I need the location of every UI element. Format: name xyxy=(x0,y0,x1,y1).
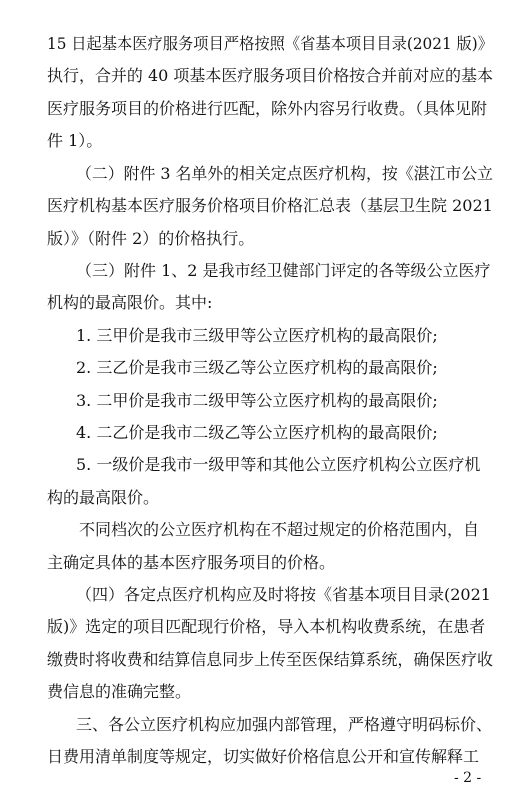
line-text: 机构的最高限价。其中: xyxy=(47,293,213,313)
line-text: 执行，合并的 40 项基本医疗服务项目价格按合并前对应的基本 xyxy=(47,66,494,86)
line-text: 1. 三甲价是我市三级甲等公立医疗机构的最高限价; xyxy=(76,325,438,345)
line-text: 医疗服务项目的价格进行匹配，除外内容另行收费。（具体见附 xyxy=(47,98,488,118)
page-number: - 2 - xyxy=(454,770,482,786)
line-text: 15 日起基本医疗服务项目严格按照《省基本项目目录(2021 版)》 xyxy=(47,34,493,53)
line-text: 2. 三乙价是我市三级乙等公立医疗机构的最高限价; xyxy=(76,358,438,378)
text-line xyxy=(0,580,511,610)
text-line xyxy=(0,515,511,545)
line-text: 件 1）。 xyxy=(47,131,103,151)
text-line xyxy=(0,353,511,383)
text-line xyxy=(0,742,511,772)
text-line xyxy=(0,159,511,189)
text-line xyxy=(0,645,511,675)
line-text: 主确定具体的基本医疗服务项目的价格。 xyxy=(47,552,336,572)
line-text: 不同档次的公立医疗机构在不超过规定的价格范围内，自 xyxy=(79,520,480,540)
line-text: 版)》选定的项目匹配现行价格，导入本机构收费系统，在患者 xyxy=(47,617,486,637)
text-line xyxy=(0,191,511,221)
text-line xyxy=(0,450,511,480)
line-text: 缴费时将收费和结算信息同步上传至医保结算系统，确保医疗收 xyxy=(47,649,493,669)
text-line xyxy=(0,612,511,642)
text-line xyxy=(0,224,511,254)
line-text: 费信息的准确完整。 xyxy=(47,682,192,702)
text-line xyxy=(0,418,511,448)
line-text: （三）附件 1、2 是我市经卫健部门评定的各等级公立医疗 xyxy=(76,260,491,280)
text-line xyxy=(0,710,511,740)
text-line xyxy=(0,548,511,578)
line-text: 三、各公立医疗机构应加强内部管理，严格遵守明码标价、 xyxy=(76,714,493,734)
text-line xyxy=(0,126,511,156)
line-text: 医疗机构基本医疗服务价格项目价格汇总表（基层卫生院 2021 xyxy=(47,196,493,215)
line-text: 版）》（附件 2）的价格执行。 xyxy=(47,228,255,248)
text-line xyxy=(0,321,511,351)
line-text: 5. 一级价是我市一级甲等和其他公立医疗机构公立医疗机 xyxy=(76,455,481,475)
line-text: 构的最高限价。 xyxy=(47,487,160,507)
line-text: 日费用清单制度等规定，切实做好价格信息公开和宣传解释工 xyxy=(47,747,480,766)
text-line xyxy=(0,677,511,707)
text-line xyxy=(0,386,511,416)
line-text: 4. 二乙价是我市二级乙等公立医疗机构的最高限价; xyxy=(76,422,438,442)
text-line xyxy=(0,61,511,91)
text-line xyxy=(0,256,511,286)
line-text: 3. 二甲价是我市二级甲等公立医疗机构的最高限价; xyxy=(76,390,438,410)
text-line xyxy=(0,483,511,513)
text-line xyxy=(0,29,511,59)
text-line xyxy=(0,94,511,124)
text-line xyxy=(0,288,511,318)
line-text: （四）各定点医疗机构应及时将按《省基本项目目录(2021 xyxy=(76,585,491,604)
line-text: （二）附件 3 名单外的相关定点医疗机构，按《湛江市公立 xyxy=(76,163,493,183)
